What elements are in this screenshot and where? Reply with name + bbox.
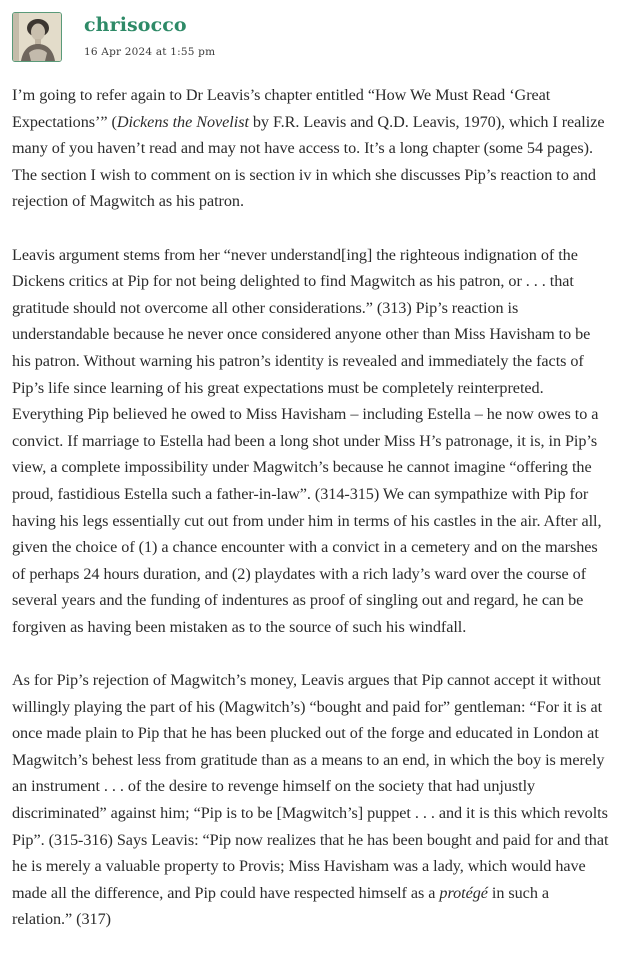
comment-timestamp[interactable]: 16 Apr 2024 at 1:55 pm xyxy=(84,46,216,58)
text-run: in such a relation.” (317) xyxy=(12,883,549,929)
portrait-avatar-icon xyxy=(13,13,61,61)
comment-paragraph-1 xyxy=(12,82,612,215)
text-run: I’m going to refer again to Dr Leavis’s chapter entitled “How We Must Read ‘Great Expectations’” ( xyxy=(12,86,551,131)
italic-term: protégé xyxy=(439,883,488,902)
comment-paragraph-2 xyxy=(12,242,612,641)
text-run: As for Pip’s rejection of Magwitch’s money, Leavis argues that Pip cannot accept it without willingly playing the part of his (Magwitch’s) “bought and paid for” gentleman: “For it is at once made plain to Pip that he has been plucked out of the forge and educated in London at Magwitch’s behest less from gratitude than as a means to an end, in which the boy is merely an instrument . . . of the desire to revenge himself on the society that had unjustly discriminated” against him; “Pip is to be [Magwitch’s] puppet . . . and it is this which revolts Pip”. (315-316) Says Leavis: “Pip now realizes that he has been bought and paid for and that he is merely a valuable property to Provis; Miss Havisham was a lady, which would have made all the difference, and Pip could have respected himself as a xyxy=(12,671,609,902)
comment-author[interactable]: chrisocco xyxy=(84,14,187,36)
book-title: Dickens the Novelist xyxy=(116,112,249,131)
comment-paragraph-3 xyxy=(12,667,612,933)
text-run: by F.R. Leavis and Q.D. Leavis, 1970), which I realize many of you haven’t read and may not have access to. It’s a long chapter (some 54 pages). The section I wish to comment on is section iv in which she discusses Pip’s reaction to and rejection of Magwitch as his patron. xyxy=(12,112,605,211)
text-run: Leavis argument stems from her “never understand[ing] the righteous indignation of the Dickens critics at Pip for not being delighted to find Magwitch as his patron, or . . . that gratitude should not overcome all other considerations.” (313) Pip’s reaction is understandable because he never once considered anyone other than Miss Havisham to be his patron. Without warning his patron’s identity is revealed and immediately the facts of Pip’s life since learning of his great expectations must be completely reinterpreted. Everything Pip believed he owed to Miss Havisham – including Estella – he now owes to a convict. If marriage to Estella had been a long shot under Miss H’s patronage, it is, in Pip’s view, a complete impossibility under Magwitch’s because he cannot imagine “offering the proud, fastidious Estella such a father-in-law”. (314-315) We can sympathize with Pip for having his legs essentially cut out from under him in terms of his castles in the air. After all, given the choice of (1) a chance encounter with a convict in a cemetery and on the marshes of perhaps 24 hours duration, and (2) playdates with a rich lady’s ward over the course of several years and the funding of indentures as proof of singling out and regard, he can be forgiven as having been mistaken as to the source of such his windfall. xyxy=(12,245,602,636)
comment-header xyxy=(12,12,612,64)
avatar[interactable] xyxy=(12,12,62,62)
comment-body xyxy=(12,82,612,960)
